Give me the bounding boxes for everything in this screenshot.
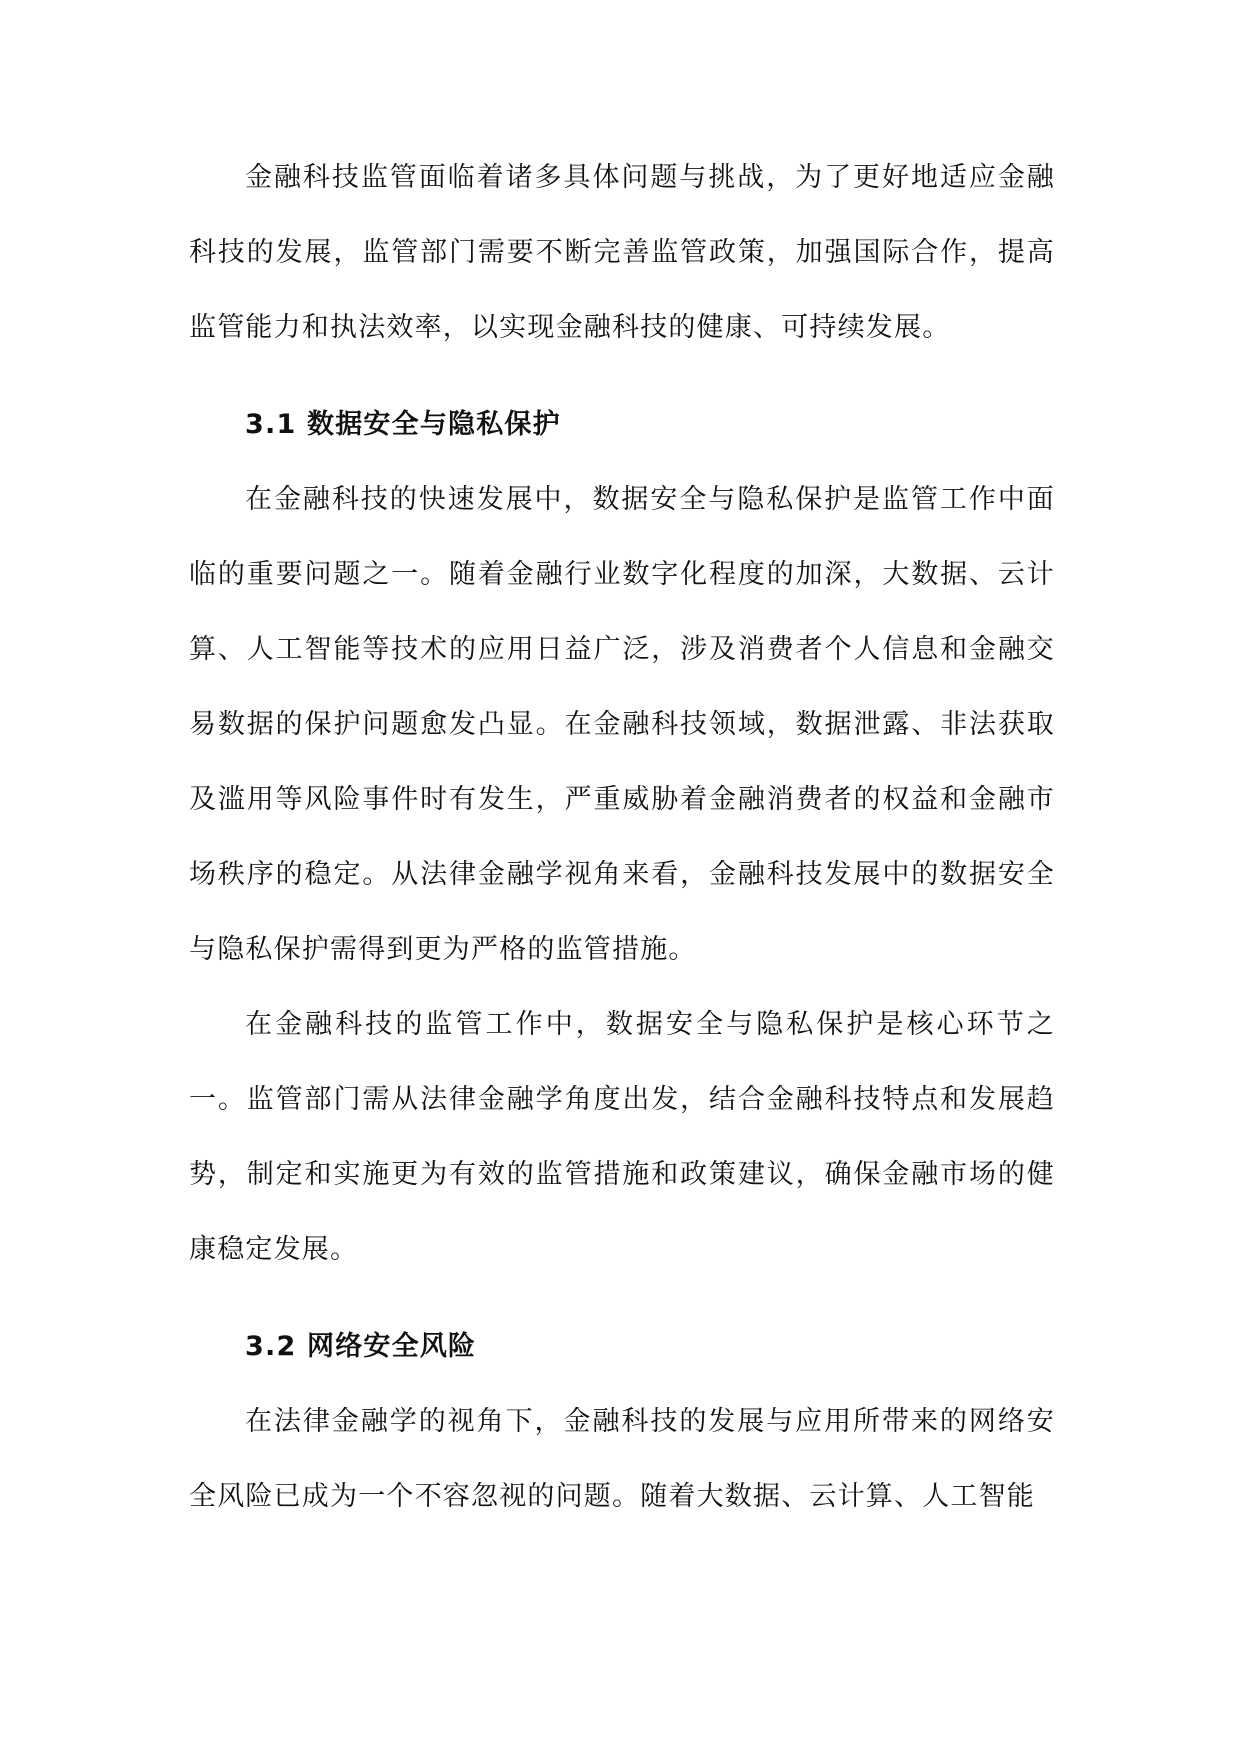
section-heading-3-1: 3.1 数据安全与隐私保护: [245, 409, 561, 440]
section-heading-3-2: 3.2 网络安全风险: [245, 1331, 477, 1362]
section-3-1-paragraph-1: 在金融科技的快速发展中，数据安全与隐私保护是监管工作中面临的重要问题之一。随着金融行业数字化程度的加深，大数据、云计算、人工智能等技术的应用日益广泛，涉及消费者个人信息和金融交易数据的保护问题愈发凸显。在金融科技领域，数据泄露、非法获取及滥用等风险事件时有发生，严重威胁着金融消费者的权益和金融市场秩序的稳定。从法律金融学视角来看，金融科技发展中的数据安全与隐私保护需得到更为严格的监管措施。: [189, 484, 1055, 965]
intro-paragraph: 金融科技监管面临着诸多具体问题与挑战，为了更好地适应金融科技的发展，监管部门需要不断完善监管政策，加强国际合作，提高监管能力和执法效率，以实现金融科技的健康、可持续发展。: [189, 162, 1055, 343]
section-3-1-paragraph-2: 在金融科技的监管工作中，数据安全与隐私保护是核心环节之一。监管部门需从法律金融学角度出发，结合金融科技特点和发展趋势，制定和实施更为有效的监管措施和政策建议，确保金融市场的健康稳定发展。: [189, 1009, 1055, 1265]
document-body: [189, 140, 1055, 1534]
section-3-2-paragraph-1: 在法律金融学的视角下，金融科技的发展与应用所带来的网络安全风险已成为一个不容忽视的问题。随着大数据、云计算、人工智能: [189, 1406, 1055, 1512]
